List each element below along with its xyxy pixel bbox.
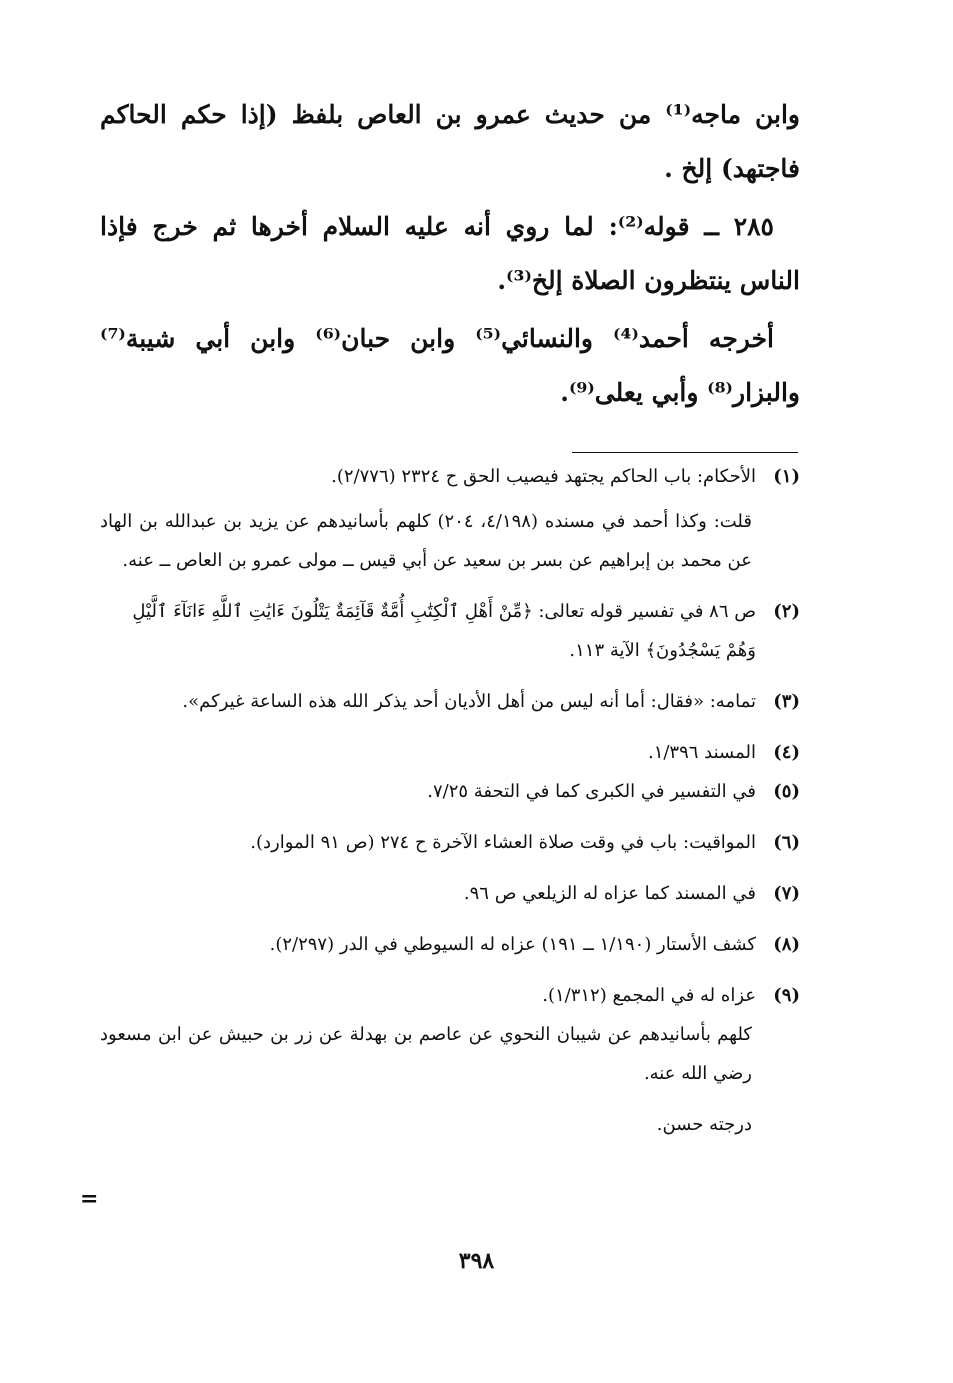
main-paragraph: ٢٨٥ ــ قوله⁽²⁾: لما روي أنه عليه السلام أخرها ثم خرج فإذا الناس ينتظرون الصلاة إلخ⁽³⁾. — [100, 212, 800, 295]
footnote-number: (٧) — [773, 883, 800, 904]
footnote-text: في التفسير في الكبرى كما في التحفة ٧/٢٥. — [427, 781, 756, 802]
footnote-number: (٥) — [773, 781, 800, 802]
footnote-separator — [572, 452, 798, 453]
continuation-mark: = — [80, 1186, 99, 1212]
footnote-text: تمامه: «فقال: أما أنه ليس من أهل الأديان أحد يذكر الله هذه الساعة غيركم». — [182, 691, 756, 712]
main-text — [100, 88, 800, 424]
footnote-text: ص ٨٦ في تفسير قوله تعالى: ﴿مِّنْ أَهْلِ ٱلْكِتَٰبِ أُمَّةٌ قَآئِمَةٌ يَتْلُونَ ءَايَٰتِ ٱللَّهِ ءَانَآءَ ٱلَّيْلِ وَهُمْ يَسْجُدُونَ﴾ الآية ١١٣. — [132, 601, 756, 661]
footnote-text: في المسند كما عزاه له الزيلعي ص ٩٦. — [463, 883, 756, 904]
footnote-grade: درجته حسن. — [656, 1114, 752, 1135]
footnote-1 — [100, 457, 800, 496]
main-paragraph: وابن ماجه⁽¹⁾ من حديث عمرو بن العاص بلفظ (إذا حكم الحاكم فاجتهد) إلخ . — [100, 100, 800, 183]
footnote-8 — [100, 925, 800, 964]
main-paragraph: أخرجه أحمد⁽⁴⁾ والنسائي⁽⁵⁾ وابن حبان⁽⁶⁾ وابن أبي شيبة⁽⁷⁾ والبزار⁽⁸⁾ وأبي يعلى⁽⁹⁾. — [100, 324, 800, 407]
footnote-text: المواقيت: باب في وقت صلاة العشاء الآخرة ح ٢٧٤ (ص ٩١ الموارد). — [250, 832, 756, 853]
footnote-number: (١) — [773, 466, 800, 487]
footnote-text: الأحكام: باب الحاكم يجتهد فيصيب الحق ح ٢٣٢٤ (٢/٧٧٦). — [331, 466, 756, 487]
footnote-text: المسند ١/٣٩٦. — [647, 742, 756, 763]
footnote-9 — [100, 976, 800, 1015]
footnote-note: كلهم بأسانيدهم عن شيبان النحوي عن عاصم بن بهدلة عن زر بن حبيش عن ابن مسعود رضي الله عنه. — [100, 1024, 752, 1084]
footnote-2 — [100, 592, 800, 670]
footnote-number: (٤) — [773, 742, 800, 763]
footnote-number: (٢) — [773, 601, 800, 622]
footnote-5 — [100, 772, 800, 811]
footnote-6 — [100, 823, 800, 862]
footnote-3 — [100, 682, 800, 721]
footnote-text: عزاه له في المجمع (١/٣١٢). — [542, 985, 756, 1006]
footnote-7 — [100, 874, 800, 913]
footnote-number: (٨) — [773, 934, 800, 955]
footnote-number: (٩) — [773, 985, 800, 1006]
page-number: ٣٩٨ — [458, 1248, 495, 1274]
footnote-4 — [100, 733, 800, 772]
footnote-number: (٣) — [773, 691, 800, 712]
footnotes — [100, 457, 800, 1144]
footnote-number: (٦) — [773, 832, 800, 853]
footnote-note: قلت: وكذا أحمد في مسنده (٤/١٩٨، ٢٠٤) كلهم بأسانيدهم عن يزيد بن عبدالله بن الهاد عن محمد بن إبراهيم عن بسر بن سعيد عن أبي قيس ــ مولى عمرو بن العاص ــ عنه. — [100, 511, 752, 571]
footnote-text: كشف الأستار (١/١٩٠ ــ ١٩١) عزاه له السيوطي في الدر (٢/٢٩٧). — [269, 934, 756, 955]
